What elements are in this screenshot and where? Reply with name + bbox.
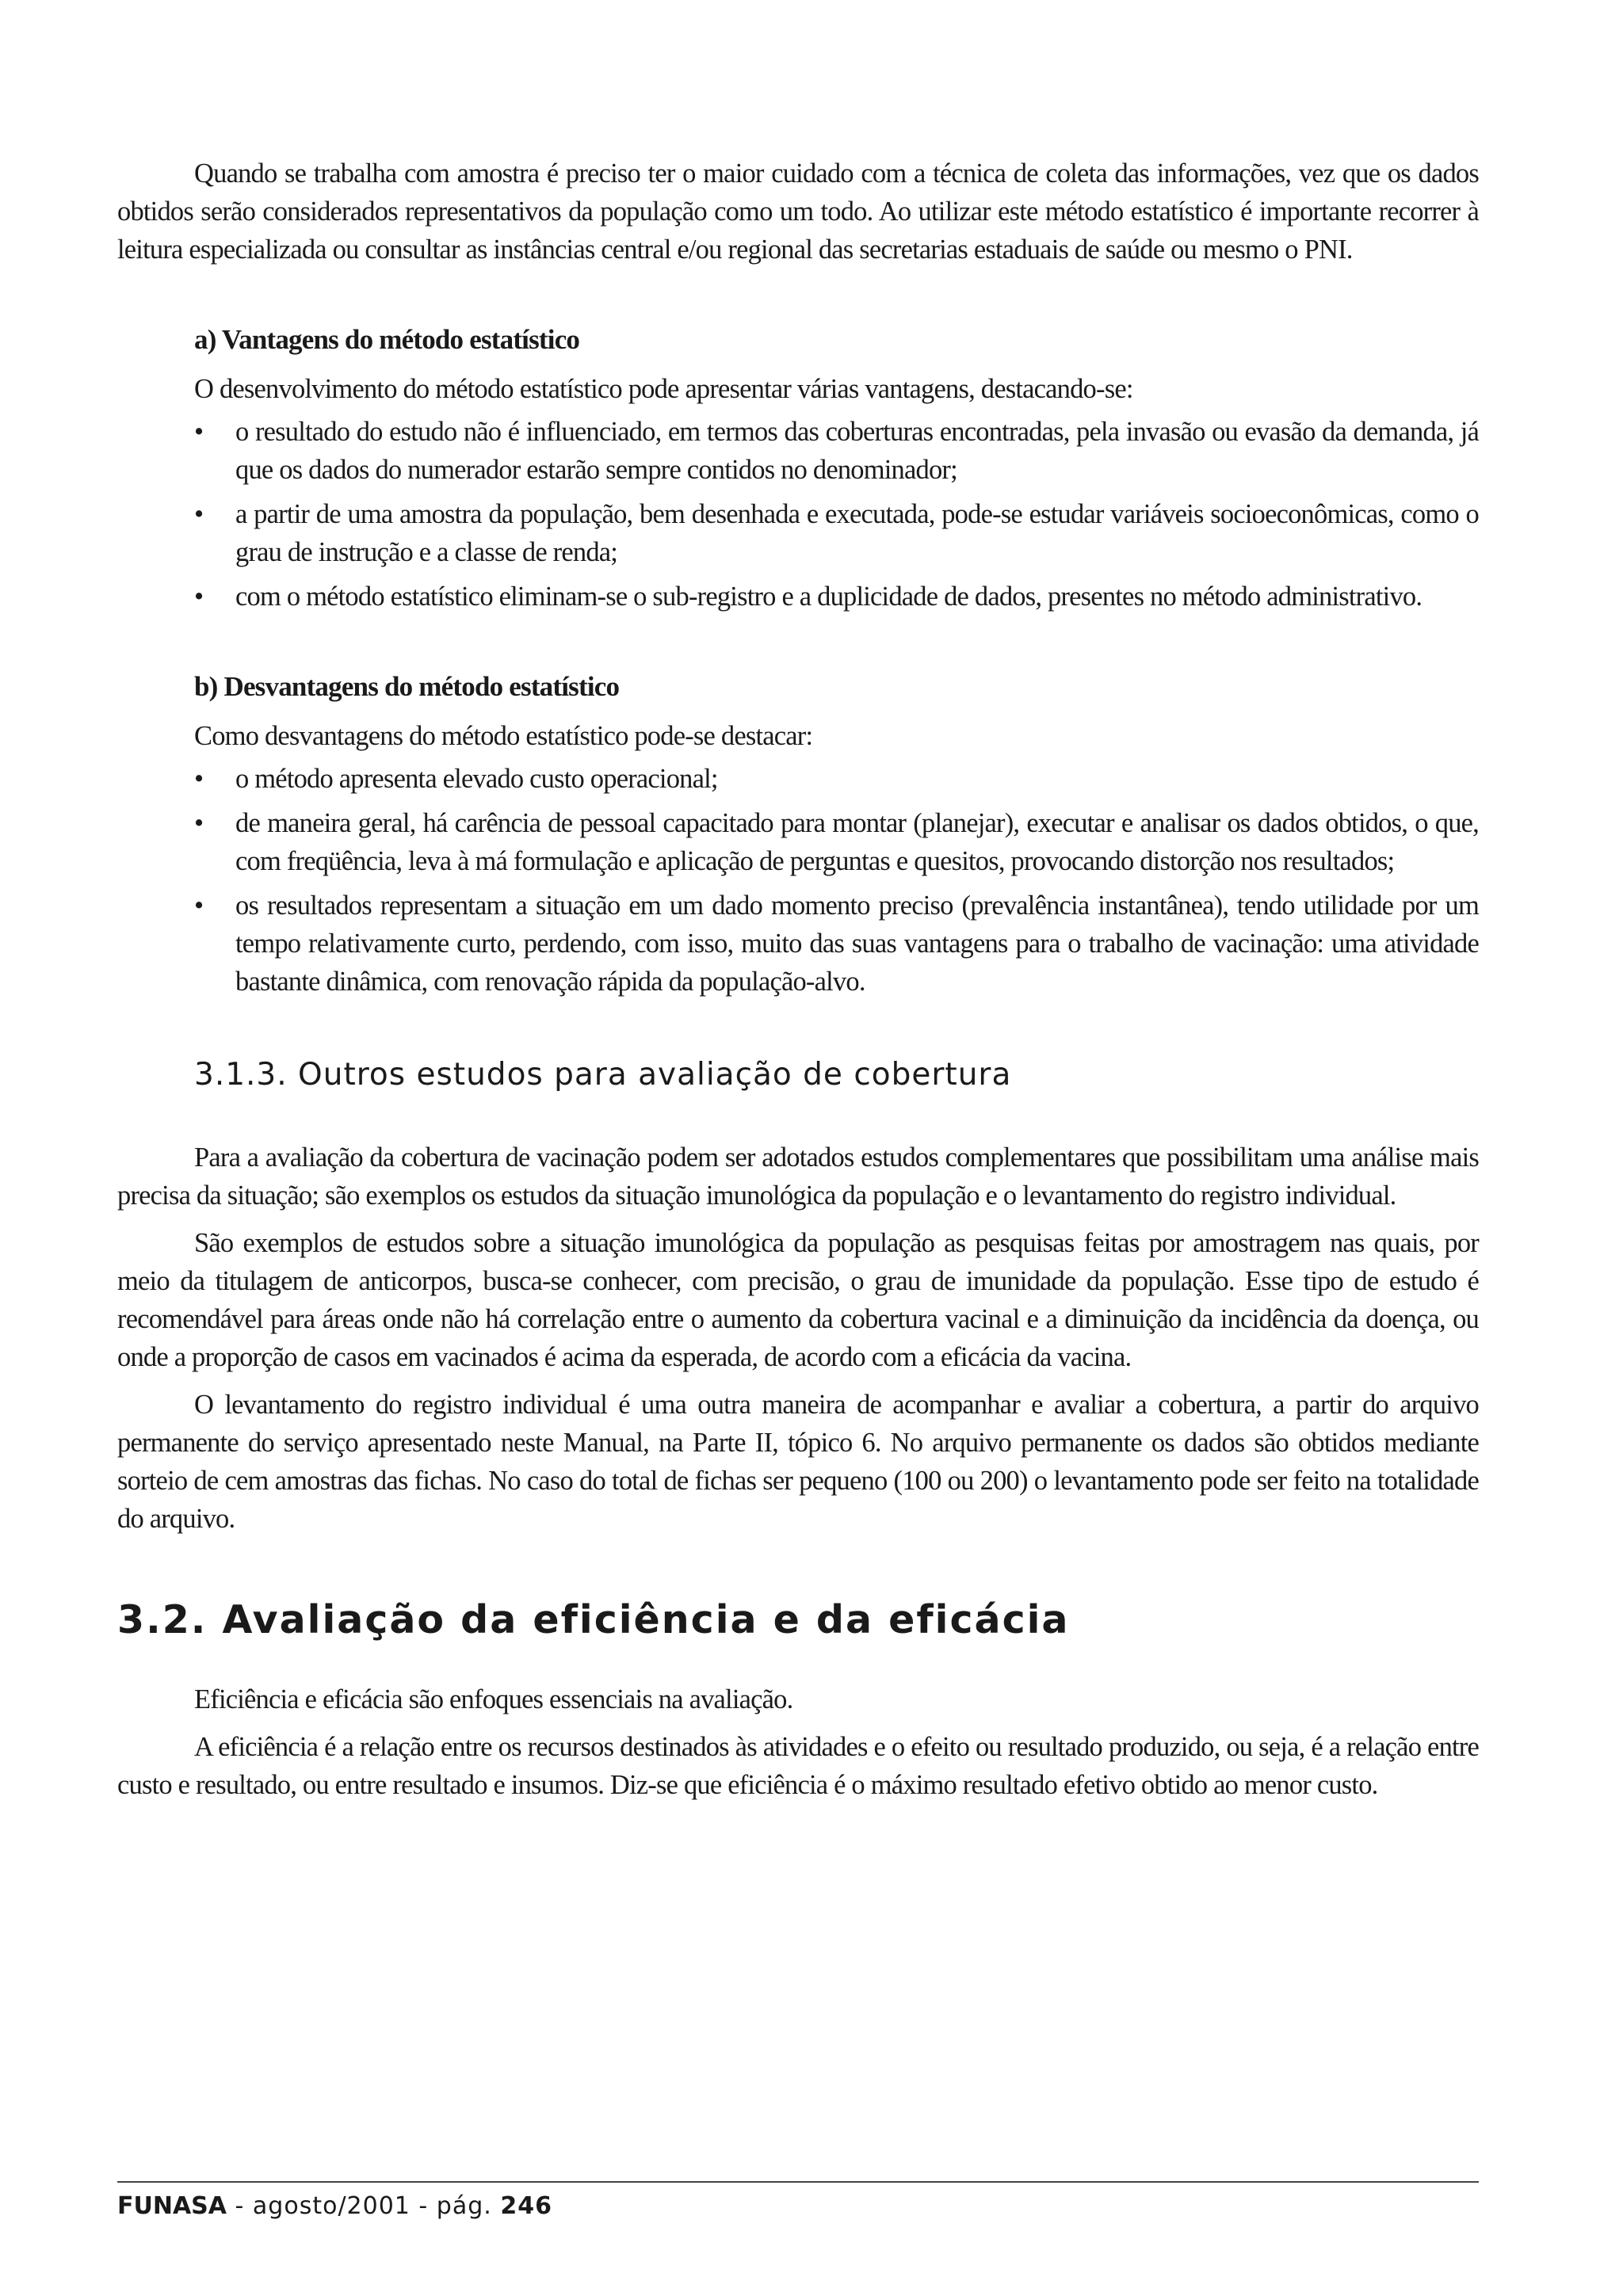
list-item xyxy=(194,887,1479,1001)
page-content xyxy=(117,154,1479,1804)
list-item-text: com o método estatístico eliminam-se o sub-registro e a duplicidade de dados, presentes no método administrativo. xyxy=(235,582,1423,612)
list-item xyxy=(194,495,1479,571)
footer-brand: FUNASA xyxy=(117,2192,227,2220)
vantagens-section xyxy=(117,321,1479,616)
list-item xyxy=(194,413,1479,489)
bullet-icon: • xyxy=(194,582,204,612)
section-3-2 xyxy=(117,1596,1479,1804)
section-3-2-heading: 3.2. Avaliação da eficiência e da eficácia xyxy=(117,1597,1070,1642)
vantagens-lead: O desenvolvimento do método estatístico pode apresentar várias vantagens, destacando-se: xyxy=(194,374,1133,404)
desvantagens-lead: Como desvantagens do método estatístico pode-se destacar: xyxy=(194,721,813,751)
bullet-icon: • xyxy=(194,808,204,838)
list-item-text: o resultado do estudo não é influenciado, em termos das coberturas encontradas, pela invasão ou evasão da demanda, já que os dados do numerador estarão sempre contidos no denominador; xyxy=(235,417,1479,485)
bullet-icon: • xyxy=(194,764,204,794)
desvantagens-section xyxy=(117,668,1479,1001)
desvantagens-list xyxy=(117,760,1479,1001)
section-3-1-3-paragraph: O levantamento do registro individual é uma outra maneira de acompanhar e avaliar a cobertura, a partir do arquivo permanente do serviço apresentado neste Manual, na Parte II, tópico 6. No arquivo permanente os dados são obtidos mediante sorteio de cem amostras das fichas. No caso do total de fichas ser pequeno (100 ou 200) o levantamento pode ser feito na totalidade do arquivo. xyxy=(117,1390,1479,1534)
footer-page-number: 246 xyxy=(500,2192,552,2220)
list-item xyxy=(194,760,1479,798)
footer-date: - agosto/2001 - pág. xyxy=(227,2192,501,2220)
intro-paragraph: Quando se trabalha com amostra é preciso ter o maior cuidado com a técnica de coleta das informações, vez que os dados obtidos serão considerados representativos da população como um todo. Ao utilizar este método estatístico é importante recorrer à leitura especializada ou consultar as instâncias central e/ou regional das secretarias estaduais de saúde ou mesmo o PNI. xyxy=(117,158,1479,265)
section-3-1-3-heading: 3.1.3. Outros estudos para avaliação de cobertura xyxy=(194,1057,1012,1093)
bullet-icon: • xyxy=(194,417,204,447)
section-3-2-paragraph: A eficiência é a relação entre os recursos destinados às atividades e o efeito ou resultado produzido, ou seja, é a relação entre custo e resultado, ou entre resultado e insumos. Diz-se que eficiência é o máximo resultado efetivo obtido ao menor custo. xyxy=(117,1732,1479,1800)
bullet-icon: • xyxy=(194,499,204,529)
list-item xyxy=(194,804,1479,880)
section-3-2-paragraph: Eficiência e eficácia são enfoques essenciais na avaliação. xyxy=(194,1684,793,1714)
section-3-1-3-paragraph: São exemplos de estudos sobre a situação imunológica da população as pesquisas feitas por amostragem nas quais, por meio da titulagem de anticorpos, busca-se conhecer, com precisão, o grau de imunidade da população. Esse tipo de estudo é recomendável para áreas onde não há correlação entre o aumento da cobertura vacinal e a diminuição da incidência da doença, ou onde a proporção de casos em vacinados é acima da esperada, de acordo com a eficácia da vacina. xyxy=(117,1228,1479,1372)
list-item-text: de maneira geral, há carência de pessoal capacitado para montar (planejar), executar e analisar os dados obtidos, o que, com freqüência, leva à má formulação e aplicação de perguntas e quesitos, provocando distorção nos resultados; xyxy=(235,808,1479,876)
list-item-text: a partir de uma amostra da população, bem desenhada e executada, pode-se estudar variáveis socioeconômicas, como o grau de instrução e a classe de renda; xyxy=(235,499,1479,567)
section-3-1-3 xyxy=(117,1056,1479,1538)
list-item-text: os resultados representam a situação em um dado momento preciso (prevalência instantânea), tendo utilidade por um tempo relativamente curto, perdendo, com isso, muito das suas vantagens para o trabalho de vacinação: uma atividade bastante dinâmica, com renovação rápida da população-alvo. xyxy=(235,891,1479,997)
bullet-icon: • xyxy=(194,891,204,921)
section-3-1-3-paragraph: Para a avaliação da cobertura de vacinação podem ser adotados estudos complementares que possibilitam uma análise mais precisa da situação; são exemplos os estudos da situação imunológica da população e o levantamento do registro individual. xyxy=(117,1142,1479,1211)
list-item-text: o método apresenta elevado custo operacional; xyxy=(235,764,718,794)
vantagens-heading: a) Vantagens do método estatístico xyxy=(194,324,580,355)
vantagens-list xyxy=(117,413,1479,616)
desvantagens-heading: b) Desvantagens do método estatístico xyxy=(194,671,620,702)
page-footer xyxy=(117,2181,1479,2222)
list-item xyxy=(194,578,1479,616)
